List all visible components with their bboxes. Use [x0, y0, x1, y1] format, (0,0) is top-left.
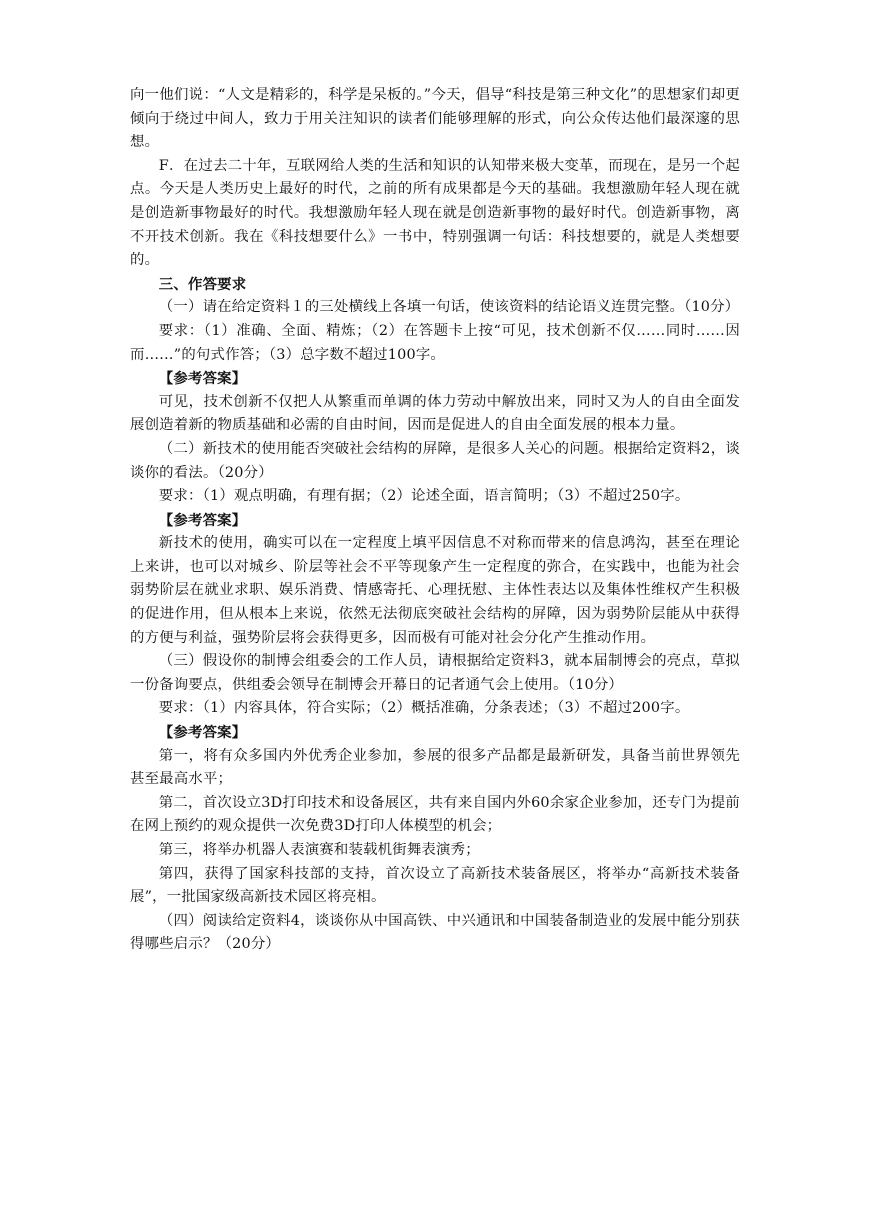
question-3: （三）假设你的制博会组委会的工作人员，请根据给定资料3，就本届制博会的亮点，草拟一份备询要点，供组委会领导在制博会开幕日的记者通气会上使用。（10分）	[130, 653, 740, 693]
question-2-requirements: 要求：（1）观点明确，有理有据；（2）论述全面，语言简明；（3）不超过250字。	[158, 488, 690, 505]
answer-3-point-2: 第二，首次设立3D打印技术和设备展区，共有来自国内外60余家企业参加，还专门为提前在网上预约的观众提供一次免费3D打印人体模型的机会；	[130, 794, 740, 835]
document-body	[130, 84, 740, 957]
question-1: （一）请在给定资料１的三处横线上各填一句话，使该资料的结论语义连贯完整。（10分）	[158, 299, 740, 316]
reference-answer-1: 可见，技术创新不仅把人从繁重而单调的体力劳动中解放出来，同时又为人的自由全面发展创造着新的物质基础和必需的自由时间，因而是促进人的自由全面发展的根本力量。	[130, 393, 740, 434]
section-heading: 三、作答要求	[158, 275, 247, 293]
answer-3-point-1: 第一，将有众多国内外优秀企业参加，参展的很多产品都是最新研发，具备当前世界领先甚至最高水平；	[130, 747, 740, 788]
paragraph-item-f: F．在过去二十年，互联网给人类的生活和知识的认知带来极大变革，而现在，是另一个起点。今天是人类历史上最好的时代，之前的所有成果都是今天的基础。我想激励年轻人现在就是创造新事物最好的时代。我想激励年轻人现在就是创造新事物的最好时代。创造新事物，离不开技术创新。我在《科技想要什么》一书中，特别强调一句话：科技想要的，就是人类想要的。	[130, 157, 740, 269]
question-4: （四）阅读给定资料4，谈谈你从中国高铁、中兴通讯和中国装备制造业的发展中能分别获得哪些启示？（20分）	[130, 912, 740, 953]
reference-answer-2: 新技术的使用，确实可以在一定程度上填平因信息不对称而带来的信息鸿沟，甚至在理论上来讲，也可以对城乡、阶层等社会不平等现象产生一定程度的弥合，在实践中，也能为社会弱势阶层在就业求职、娱乐消费、情感寄托、心理抚慰、主体性表达以及集体性维权产生积极的促进作用，但从根本上来说，依然无法彻底突破社会结构的屏障，因为弱势阶层能从中获得的方便与利益，强势阶层将会获得更多，因而极有可能对社会分化产生推动作用。	[130, 535, 740, 646]
answer-3-point-3: 第三，将举办机器人表演赛和装载机街舞表演秀；	[158, 842, 480, 858]
reference-answer-label-2: 【参考答案】	[158, 511, 247, 529]
question-1-requirements: 要求：（1）准确、全面、精炼；（2）在答题卡上按“可见，技术创新不仅……同时……因而……”的句式作答；（3）总字数不超过100字。	[130, 322, 740, 363]
paragraph-continuation: 向一他们说：“人文是精彩的，科学是呆板的。”今天，倡导“科技是第三种文化”的思想家们却更倾向于绕过中间人，致力于用关注知识的读者们能够理解的形式，向公众传达他们最深邃的思想。	[130, 87, 740, 151]
question-2: （二）新技术的使用能否突破社会结构的屏障，是很多人关心的问题。根据给定资料2，谈谈你的看法。（20分）	[130, 440, 740, 481]
reference-answer-label-1: 【参考答案】	[158, 370, 247, 388]
answer-3-point-4: 第四，获得了国家科技部的支持，首次设立了高新技术装备展区，将举办“高新技术装备展”，一批国家级高新技术园区将亮相。	[130, 865, 740, 906]
reference-answer-label-3: 【参考答案】	[158, 724, 247, 742]
question-3-requirements: 要求：（1）内容具体，符合实际；（2）概括准确，分条表述；（3）不超过200字。	[158, 700, 690, 717]
